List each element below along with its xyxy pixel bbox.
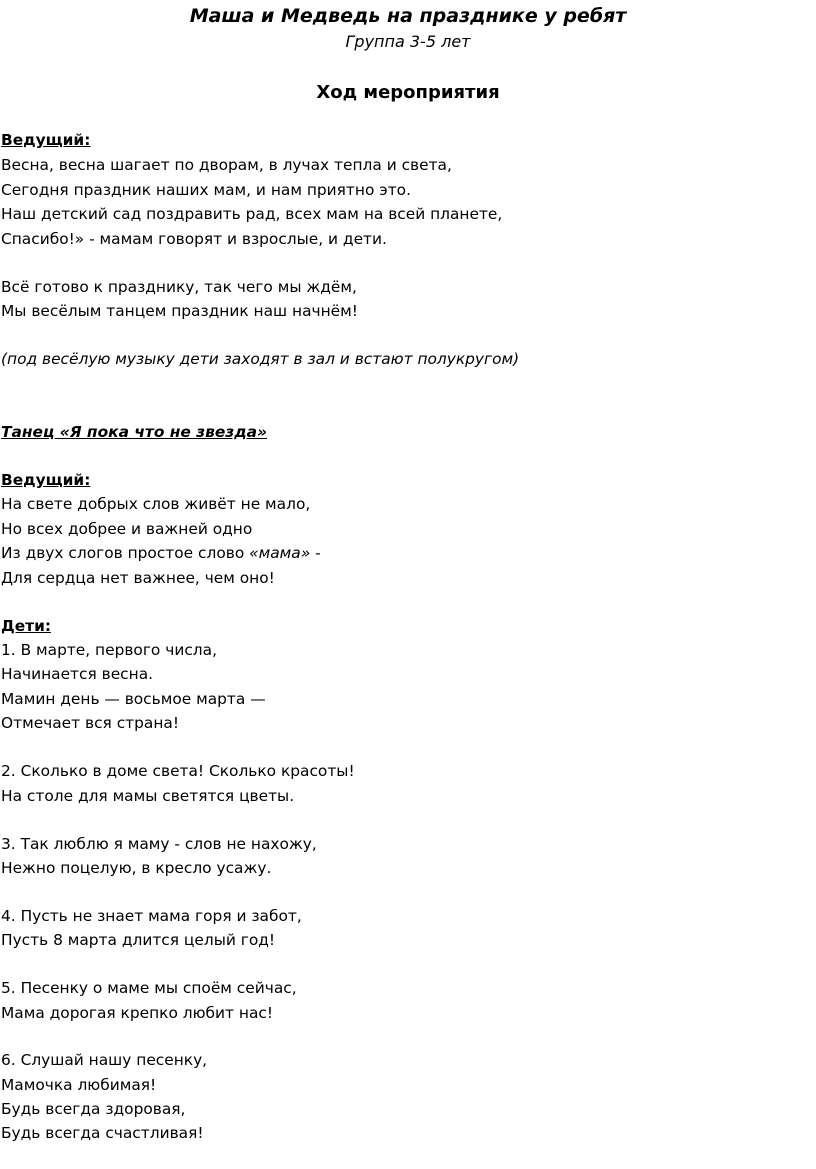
document-subtitle: Группа 3-5 лет xyxy=(345,32,471,51)
verse-line: 1. В марте, первого числа, xyxy=(1,641,217,659)
verse-line: Будь всегда счастливая! xyxy=(1,1124,204,1142)
verse-line: 2. Сколько в доме света! Сколько красоты! xyxy=(1,762,355,780)
dance-title: Танец «Я пока что не звезда» xyxy=(1,423,268,441)
document-title: Маша и Медведь на празднике у ребят xyxy=(189,5,627,27)
verse-line: 5. Песенку о маме мы споём сейчас, xyxy=(1,979,297,997)
text-fragment: Из двух слогов простое слово xyxy=(1,544,250,562)
verse-line: Начинается весна. xyxy=(1,665,154,683)
text-line: Но всех добрее и важней одно xyxy=(1,520,253,538)
text-line: Наш детский сад поздравить рад, всех мам на всей планете, xyxy=(1,205,503,223)
text-line: Сегодня праздник наших мам, и нам приятно это. xyxy=(1,181,411,199)
verse-line: Мамин день — восьмое марта — xyxy=(1,690,266,708)
speaker-label-host: Ведущий: xyxy=(1,131,91,149)
verse-line: На столе для мамы светятся цветы. xyxy=(1,787,295,805)
section-heading: Ход мероприятия xyxy=(316,82,500,103)
text-line: Мы весёлым танцем праздник наш начнём! xyxy=(1,302,358,320)
verse-line: Нежно поцелую, в кресло усажу. xyxy=(1,859,272,877)
verse-line: Будь всегда здоровая, xyxy=(1,1100,186,1118)
text-line: Всё готово к празднику, так чего мы ждём, xyxy=(1,278,357,296)
verse-line: Мама дорогая крепко любит нас! xyxy=(1,1004,274,1022)
text-line: Для сердца нет важнее, чем оно! xyxy=(1,569,275,587)
verse-line: Отмечает вся страна! xyxy=(1,714,179,732)
verse-line: Пусть 8 марта длится целый год! xyxy=(1,931,276,949)
text-line: На свете добрых слов живёт не мало, xyxy=(1,495,311,513)
text-line: Весна, весна шагает по дворам, в лучах тепла и света, xyxy=(1,156,452,174)
speaker-label-kids: Дети: xyxy=(1,617,52,635)
verse-line: 3. Так люблю я маму - слов не нахожу, xyxy=(1,835,317,853)
speaker-label-host: Ведущий: xyxy=(1,471,91,489)
text-line: Спасибо!» - мамам говорят и взрослые, и дети. xyxy=(1,230,387,248)
stage-direction: (под весёлую музыку дети заходят в зал и встают полукругом) xyxy=(1,350,520,368)
verse-line: 6. Слушай нашу песенку, xyxy=(1,1051,208,1069)
text-line xyxy=(1,541,321,565)
text-fragment: - xyxy=(310,544,321,562)
emphasized-word: «мама» xyxy=(249,544,311,562)
verse-line: Мамочка любимая! xyxy=(1,1076,157,1094)
verse-line: 4. Пусть не знает мама горя и забот, xyxy=(1,907,302,925)
